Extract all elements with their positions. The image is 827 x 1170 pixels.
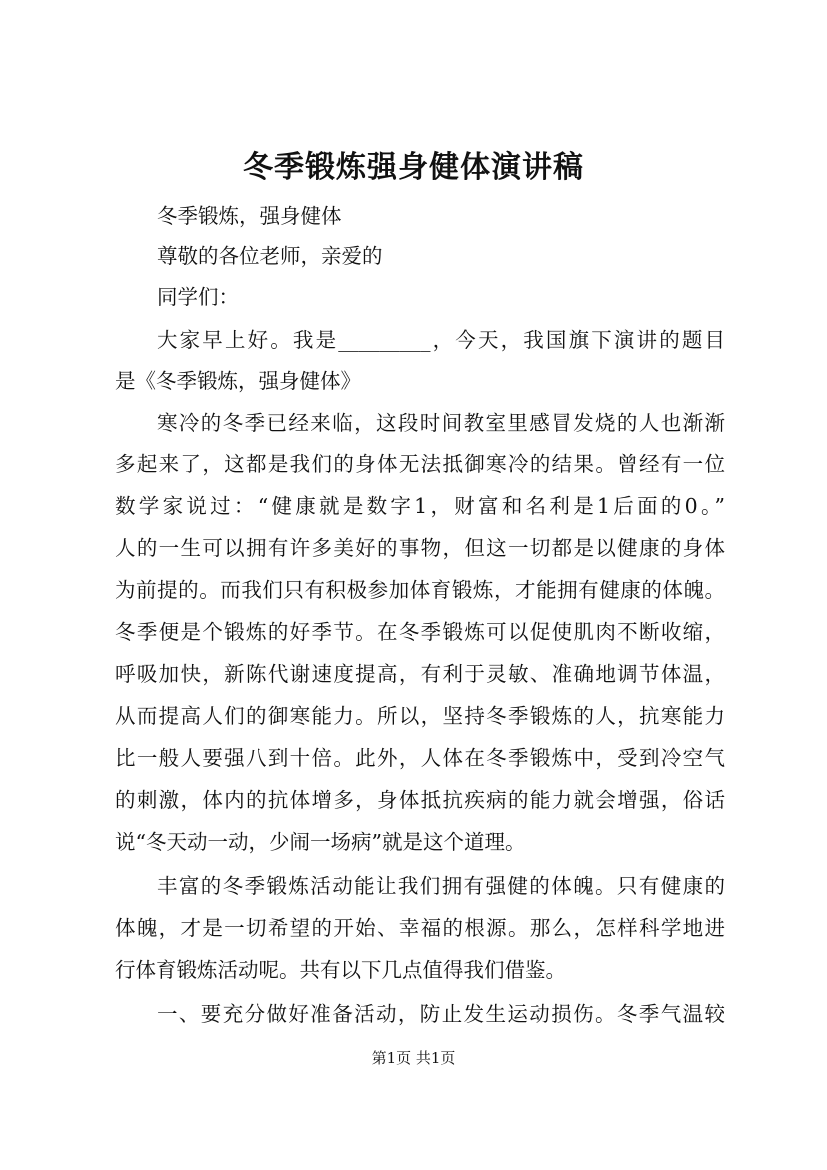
text-line: 是《冬季锻炼，强身健体》 (115, 369, 361, 393)
text-line: 同学们： (157, 285, 239, 309)
text-line: 比一般人要强八到十倍。此外，人体在冬季锻炼中，受到冷空气 (115, 746, 725, 770)
text-line: 体魄，才是一切希望的开始、幸福的根源。那么，怎样科学地进 (115, 916, 725, 940)
text-line: 冬季锻炼，强身健体 (157, 204, 342, 228)
text-line: 说“冬天动一动，少闹一场病”就是这个道理。 (115, 830, 526, 854)
text-line: 从而提高人们的御寒能力。所以，坚持冬季锻炼的人，抗寒能力 (115, 704, 725, 728)
text-line: 寒冷的冬季已经来临，这段时间教室里感冒发烧的人也渐渐 (157, 411, 725, 435)
page-footer: 第1页 共1页 (371, 1049, 456, 1067)
text-line: 数学家说过：“健康就是数字1，财富和名利是1后面的0。” (115, 494, 725, 518)
text-line: 丰富的冬季锻炼活动能让我们拥有强健的体魄。只有健康的 (157, 874, 725, 898)
document-title: 冬季锻炼强身健体演讲稿 (243, 150, 584, 185)
text-line: 多起来了，这都是我们的身体无法抵御寒冷的结果。曾经有一位 (115, 452, 725, 476)
text-line: 呼吸加快，新陈代谢速度提高，有利于灵敏、准确地调节体温， (115, 662, 725, 686)
text-line: 尊敬的各位老师，亲爱的 (157, 244, 383, 268)
text-line: 大家早上好。我是_________，今天，我国旗下演讲的题目 (157, 328, 725, 352)
text-line: 为前提的。而我们只有积极参加体育锻炼，才能拥有健康的体魄。 (115, 578, 725, 602)
text-line: 冬季便是个锻炼的好季节。在冬季锻炼可以促使肌肉不断收缩， (115, 620, 725, 644)
text-line: 一、要充分做好准备活动，防止发生运动损伤。冬季气温较 (157, 1002, 725, 1026)
text-line: 行体育锻炼活动呢。共有以下几点值得我们借鉴。 (115, 958, 566, 982)
text-line: 的刺激，体内的抗体增多，身体抵抗疾病的能力就会增强，俗话 (115, 788, 725, 812)
text-line: 人的一生可以拥有许多美好的事物，但这一切都是以健康的身体 (115, 536, 725, 560)
